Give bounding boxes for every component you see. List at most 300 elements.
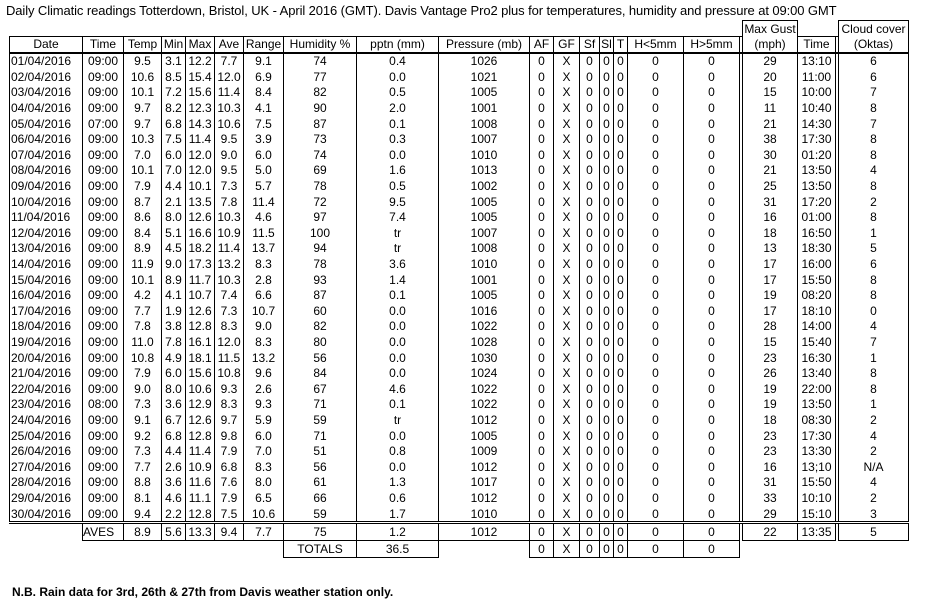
- cell-gust-time: 08:30: [798, 412, 836, 428]
- cell-date: 24/04/2016: [10, 412, 83, 428]
- cell-h-over-5mm: 0: [684, 365, 740, 381]
- cell-max: 12.2: [186, 53, 215, 70]
- cell-h-under-5mm: 0: [628, 147, 684, 163]
- cell-range: 11.4: [244, 194, 284, 210]
- cell-pptn: 3.6: [357, 256, 439, 272]
- cell-gf: X: [554, 490, 580, 506]
- cell-af: 0: [530, 69, 554, 85]
- cell-gust-mph: 13: [743, 241, 798, 257]
- cell-temp: 7.9: [124, 365, 162, 381]
- cell-ave: 9.3: [215, 381, 244, 397]
- cell-gust-mph: 20: [743, 69, 798, 85]
- cell-gust-mph: 15: [743, 85, 798, 101]
- max-gust-header: Max Gust: [744, 21, 796, 36]
- cell-pressure: 1012: [439, 459, 530, 475]
- cell-gust-mph: 31: [743, 475, 798, 491]
- cell-sl: 0: [600, 319, 614, 335]
- cell-gust-time: 13:10: [798, 53, 836, 70]
- cell-cloud-oktas: 8: [839, 365, 909, 381]
- cell-pressure: 1021: [439, 69, 530, 85]
- cell-gust-time: 22:00: [798, 381, 836, 397]
- cell-t: 0: [614, 256, 628, 272]
- cell-t: 0: [614, 287, 628, 303]
- cell-time: 09:00: [83, 225, 124, 241]
- cell-gust-time: 01:00: [798, 209, 836, 225]
- cell-temp: 10.3: [124, 131, 162, 147]
- cell-cloud-oktas: 6: [839, 256, 909, 272]
- cell-min: 9.0: [162, 256, 186, 272]
- cell-humidity: 51: [284, 443, 357, 459]
- cell-ave: 13.2: [215, 256, 244, 272]
- cell-temp: 10.1: [124, 272, 162, 288]
- aves-min: 5.6: [162, 523, 186, 541]
- table-row: [10, 116, 909, 132]
- cell-pressure: 1022: [439, 381, 530, 397]
- cell-af: 0: [530, 256, 554, 272]
- cell-gust-time: 11:00: [798, 69, 836, 85]
- cell-time: 09:00: [83, 194, 124, 210]
- cell-gust-mph: 16: [743, 459, 798, 475]
- cell-date: 18/04/2016: [10, 319, 83, 335]
- cell-h-over-5mm: 0: [684, 116, 740, 132]
- cell-max: 12.8: [186, 319, 215, 335]
- cell-range: 5.7: [244, 178, 284, 194]
- cell-sl: 0: [600, 116, 614, 132]
- totals-h-over-5mm: 0: [684, 540, 740, 557]
- cell-range: 6.6: [244, 287, 284, 303]
- cell-time: 08:00: [83, 397, 124, 413]
- cell-gust-time: 17:30: [798, 131, 836, 147]
- cell-pressure: 1010: [439, 147, 530, 163]
- cell-time: 09:00: [83, 459, 124, 475]
- cell-date: 30/04/2016: [10, 506, 83, 523]
- cell-time: 09:00: [83, 475, 124, 491]
- cell-min: 4.4: [162, 443, 186, 459]
- cell-gust-mph: 23: [743, 443, 798, 459]
- cell-min: 3.8: [162, 319, 186, 335]
- cell-gf: X: [554, 272, 580, 288]
- cell-h-over-5mm: 0: [684, 459, 740, 475]
- cell-max: 15.6: [186, 365, 215, 381]
- table-row: [10, 147, 909, 163]
- table-row: [10, 163, 909, 179]
- cell-range: 5.9: [244, 412, 284, 428]
- cell-humidity: 93: [284, 272, 357, 288]
- cell-humidity: 56: [284, 459, 357, 475]
- cell-date: 19/04/2016: [10, 334, 83, 350]
- cell-sf: 0: [580, 365, 600, 381]
- cell-min: 8.9: [162, 272, 186, 288]
- cell-ave: 11.4: [215, 85, 244, 101]
- cell-max: 11.4: [186, 131, 215, 147]
- cell-humidity: 74: [284, 147, 357, 163]
- cell-pressure: 1030: [439, 350, 530, 366]
- cell-gust-time: 17:20: [798, 194, 836, 210]
- cell-pptn: 0.8: [357, 443, 439, 459]
- cell-cloud-oktas: N/A: [839, 459, 909, 475]
- cell-sf: 0: [580, 194, 600, 210]
- column-header-t: T: [614, 36, 628, 53]
- cell-sf: 0: [580, 381, 600, 397]
- cell-h-over-5mm: 0: [684, 69, 740, 85]
- cell-cloud-oktas: 1: [839, 350, 909, 366]
- cell-h-over-5mm: 0: [684, 334, 740, 350]
- cell-pressure: 1001: [439, 100, 530, 116]
- cell-t: 0: [614, 428, 628, 444]
- cell-gust-time: 13;10: [798, 459, 836, 475]
- cell-cloud-oktas: 2: [839, 412, 909, 428]
- cell-ave: 11.5: [215, 350, 244, 366]
- cell-range: 5.0: [244, 163, 284, 179]
- cell-h-under-5mm: 0: [628, 209, 684, 225]
- cell-temp: 7.0: [124, 147, 162, 163]
- cell-gust-time: 15:10: [798, 506, 836, 523]
- cell-pptn: 0.5: [357, 85, 439, 101]
- cell-date: 27/04/2016: [10, 459, 83, 475]
- cell-max: 12.6: [186, 209, 215, 225]
- cell-gust-time: 13:40: [798, 365, 836, 381]
- cell-max: 18.2: [186, 241, 215, 257]
- cell-ave: 12.0: [215, 334, 244, 350]
- cell-gf: X: [554, 163, 580, 179]
- cell-gf: X: [554, 131, 580, 147]
- cell-h-under-5mm: 0: [628, 272, 684, 288]
- cell-pptn: 0.0: [357, 350, 439, 366]
- cell-min: 4.1: [162, 287, 186, 303]
- table-row: [10, 131, 909, 147]
- cell-gf: X: [554, 334, 580, 350]
- cell-sf: 0: [580, 443, 600, 459]
- cell-min: 2.6: [162, 459, 186, 475]
- column-header-date: Date: [10, 36, 83, 53]
- cell-h-over-5mm: 0: [684, 475, 740, 491]
- aves-gf: X: [554, 523, 580, 541]
- cell-min: 4.6: [162, 490, 186, 506]
- cell-temp: 9.1: [124, 412, 162, 428]
- cell-h-under-5mm: 0: [628, 412, 684, 428]
- cell-cloud-oktas: 4: [839, 319, 909, 335]
- cell-pptn: 0.0: [357, 334, 439, 350]
- cell-af: 0: [530, 443, 554, 459]
- cell-t: 0: [614, 53, 628, 70]
- cell-ave: 8.3: [215, 319, 244, 335]
- cell-t: 0: [614, 69, 628, 85]
- cell-gust-mph: 19: [743, 287, 798, 303]
- cell-time: 09:00: [83, 256, 124, 272]
- cell-af: 0: [530, 163, 554, 179]
- cell-gf: X: [554, 100, 580, 116]
- cell-date: 02/04/2016: [10, 69, 83, 85]
- cell-date: 03/04/2016: [10, 85, 83, 101]
- cell-pressure: 1013: [439, 163, 530, 179]
- cell-gf: X: [554, 303, 580, 319]
- cell-max: 12.8: [186, 428, 215, 444]
- cell-max: 18.1: [186, 350, 215, 366]
- cell-h-under-5mm: 0: [628, 381, 684, 397]
- cell-ave: 7.6: [215, 475, 244, 491]
- cell-ave: 7.5: [215, 506, 244, 523]
- cell-gust-time: 10:00: [798, 85, 836, 101]
- cell-gust-mph: 17: [743, 303, 798, 319]
- cell-time: 09:00: [83, 69, 124, 85]
- cell-temp: 8.8: [124, 475, 162, 491]
- cell-max: 17.3: [186, 256, 215, 272]
- cell-gust-time: 08:20: [798, 287, 836, 303]
- cell-ave: 8.3: [215, 397, 244, 413]
- cell-gust-time: 14:00: [798, 319, 836, 335]
- cell-date: 25/04/2016: [10, 428, 83, 444]
- totals-value: 36.5: [357, 540, 439, 557]
- cell-time: 09:00: [83, 428, 124, 444]
- cell-pptn: 0.6: [357, 490, 439, 506]
- cell-min: 3.6: [162, 397, 186, 413]
- cell-cloud-oktas: 5: [839, 241, 909, 257]
- column-header-af: AF: [530, 36, 554, 53]
- cell-temp: 8.6: [124, 209, 162, 225]
- cell-gf: X: [554, 412, 580, 428]
- cell-pptn: 0.5: [357, 178, 439, 194]
- cell-h-over-5mm: 0: [684, 100, 740, 116]
- cell-range: 4.1: [244, 100, 284, 116]
- cell-af: 0: [530, 53, 554, 70]
- cell-ave: 9.5: [215, 131, 244, 147]
- cell-af: 0: [530, 116, 554, 132]
- cell-min: 8.0: [162, 209, 186, 225]
- cell-gust-time: 18:30: [798, 241, 836, 257]
- cell-humidity: 71: [284, 397, 357, 413]
- cell-h-over-5mm: 0: [684, 53, 740, 70]
- cell-sf: 0: [580, 475, 600, 491]
- cell-date: 26/04/2016: [10, 443, 83, 459]
- cell-date: 21/04/2016: [10, 365, 83, 381]
- cell-date: 12/04/2016: [10, 225, 83, 241]
- cell-gf: X: [554, 381, 580, 397]
- cell-af: 0: [530, 412, 554, 428]
- cell-h-over-5mm: 0: [684, 85, 740, 101]
- cell-range: 11.5: [244, 225, 284, 241]
- cell-gust-time: 17:30: [798, 428, 836, 444]
- cell-sf: 0: [580, 256, 600, 272]
- cell-gust-time: 15:50: [798, 272, 836, 288]
- cell-temp: 7.9: [124, 178, 162, 194]
- cell-af: 0: [530, 287, 554, 303]
- cell-pressure: 1009: [439, 443, 530, 459]
- aves-pptn: 1.2: [357, 523, 439, 541]
- cell-cloud-oktas: 2: [839, 490, 909, 506]
- cell-time: 09:00: [83, 272, 124, 288]
- cell-h-over-5mm: 0: [684, 319, 740, 335]
- table-row: [10, 428, 909, 444]
- cell-min: 7.5: [162, 131, 186, 147]
- cell-time: 09:00: [83, 85, 124, 101]
- cell-h-over-5mm: 0: [684, 428, 740, 444]
- column-header-humidity: Humidity %: [284, 36, 357, 53]
- cell-range: 9.3: [244, 397, 284, 413]
- column-header-sf: Sf: [580, 36, 600, 53]
- cell-gust-time: 16:50: [798, 225, 836, 241]
- aves-t: 0: [614, 523, 628, 541]
- aves-gust-time: 13:35: [798, 523, 836, 541]
- cell-time: 09:00: [83, 100, 124, 116]
- cell-pressure: 1010: [439, 506, 530, 523]
- cell-sl: 0: [600, 365, 614, 381]
- column-header-sl: Sl: [601, 37, 612, 51]
- cell-h-over-5mm: 0: [684, 506, 740, 523]
- cell-af: 0: [530, 303, 554, 319]
- cell-ave: 10.6: [215, 116, 244, 132]
- cell-gf: X: [554, 194, 580, 210]
- cell-gf: X: [554, 506, 580, 523]
- column-header-h-under-5mm: H<5mm: [628, 36, 684, 53]
- cell-af: 0: [530, 319, 554, 335]
- cell-min: 8.0: [162, 381, 186, 397]
- cell-pressure: 1005: [439, 85, 530, 101]
- aves-temp: 8.9: [124, 523, 162, 541]
- cell-time: 09:00: [83, 209, 124, 225]
- cell-gf: X: [554, 225, 580, 241]
- cell-ave: 9.8: [215, 428, 244, 444]
- cell-humidity: 72: [284, 194, 357, 210]
- cell-humidity: 56: [284, 350, 357, 366]
- cell-min: 4.9: [162, 350, 186, 366]
- totals-label: TOTALS: [284, 540, 357, 557]
- cell-gust-mph: 23: [743, 350, 798, 366]
- cell-pptn: 0.0: [357, 319, 439, 335]
- cell-af: 0: [530, 490, 554, 506]
- cell-temp: 11.9: [124, 256, 162, 272]
- cell-sl: 0: [600, 490, 614, 506]
- cell-t: 0: [614, 100, 628, 116]
- cell-temp: 10.1: [124, 85, 162, 101]
- cell-temp: 10.8: [124, 350, 162, 366]
- totals-sl: 0: [600, 540, 614, 557]
- cell-max: 10.7: [186, 287, 215, 303]
- cell-h-under-5mm: 0: [628, 459, 684, 475]
- cell-cloud-oktas: 7: [839, 334, 909, 350]
- cell-gf: X: [554, 475, 580, 491]
- cell-pressure: 1008: [439, 241, 530, 257]
- column-header-gust-time: Time: [798, 36, 836, 53]
- cell-date: 14/04/2016: [10, 256, 83, 272]
- cell-temp: 10.1: [124, 163, 162, 179]
- cell-t: 0: [614, 147, 628, 163]
- cell-t: 0: [614, 272, 628, 288]
- cell-h-under-5mm: 0: [628, 397, 684, 413]
- cell-gf: X: [554, 287, 580, 303]
- cell-date: 20/04/2016: [10, 350, 83, 366]
- table-row: [10, 194, 909, 210]
- cell-pptn: tr: [357, 241, 439, 257]
- cell-cloud-oktas: 3: [839, 506, 909, 523]
- cell-range: 2.8: [244, 272, 284, 288]
- cell-af: 0: [530, 365, 554, 381]
- cell-pptn: 1.7: [357, 506, 439, 523]
- cell-sf: 0: [580, 303, 600, 319]
- cell-range: 7.5: [244, 116, 284, 132]
- cell-range: 8.3: [244, 334, 284, 350]
- cell-t: 0: [614, 381, 628, 397]
- cell-range: 9.0: [244, 319, 284, 335]
- cell-pressure: 1028: [439, 334, 530, 350]
- cell-temp: 8.1: [124, 490, 162, 506]
- cell-sl: 0: [600, 225, 614, 241]
- cell-time: 09:00: [83, 287, 124, 303]
- cell-af: 0: [530, 209, 554, 225]
- totals-spacer: [10, 540, 284, 557]
- cell-humidity: 61: [284, 475, 357, 491]
- cell-h-over-5mm: 0: [684, 194, 740, 210]
- cell-af: 0: [530, 475, 554, 491]
- totals-spacer: [740, 540, 909, 557]
- cell-ave: 6.8: [215, 459, 244, 475]
- cell-t: 0: [614, 490, 628, 506]
- cell-range: 6.0: [244, 428, 284, 444]
- cell-pressure: 1016: [439, 303, 530, 319]
- aves-h-under-5mm: 0: [628, 523, 684, 541]
- cell-humidity: 69: [284, 163, 357, 179]
- cell-gust-time: 16:30: [798, 350, 836, 366]
- totals-gf: X: [554, 540, 580, 557]
- totals-sf: 0: [580, 540, 600, 557]
- table-row: [10, 303, 909, 319]
- aves-pressure: 1012: [439, 523, 530, 541]
- cell-gust-mph: 17: [743, 272, 798, 288]
- cell-cloud-oktas: 8: [839, 381, 909, 397]
- cell-pressure: 1005: [439, 194, 530, 210]
- cell-gust-mph: 21: [743, 116, 798, 132]
- cell-t: 0: [614, 241, 628, 257]
- table-row: [10, 381, 909, 397]
- cell-sl: 0: [600, 131, 614, 147]
- cell-h-over-5mm: 0: [684, 256, 740, 272]
- cell-min: 3.6: [162, 475, 186, 491]
- cell-t: 0: [614, 506, 628, 523]
- cell-h-under-5mm: 0: [628, 506, 684, 523]
- cell-pptn: 1.4: [357, 272, 439, 288]
- cell-h-under-5mm: 0: [628, 350, 684, 366]
- cell-min: 6.8: [162, 116, 186, 132]
- cell-h-under-5mm: 0: [628, 334, 684, 350]
- column-header-pressure: Pressure (mb): [439, 36, 530, 53]
- cell-range: 6.5: [244, 490, 284, 506]
- cell-min: 6.7: [162, 412, 186, 428]
- cell-sf: 0: [580, 412, 600, 428]
- cell-time: 09:00: [83, 178, 124, 194]
- table-row: [10, 412, 909, 428]
- cell-max: 13.5: [186, 194, 215, 210]
- cell-temp: 8.7: [124, 194, 162, 210]
- cell-t: 0: [614, 443, 628, 459]
- cell-range: 3.9: [244, 131, 284, 147]
- cell-sl: 0: [600, 381, 614, 397]
- cell-pressure: 1022: [439, 397, 530, 413]
- cell-h-under-5mm: 0: [628, 428, 684, 444]
- cell-h-over-5mm: 0: [684, 225, 740, 241]
- cell-pptn: 0.0: [357, 428, 439, 444]
- cell-pressure: 1005: [439, 287, 530, 303]
- cell-h-under-5mm: 0: [628, 241, 684, 257]
- cell-temp: 8.9: [124, 241, 162, 257]
- header-spacer: [10, 21, 740, 37]
- aves-spacer: [10, 523, 83, 541]
- cell-h-over-5mm: 0: [684, 178, 740, 194]
- cell-gust-time: 13:50: [798, 163, 836, 179]
- cell-sf: 0: [580, 397, 600, 413]
- cell-sf: 0: [580, 287, 600, 303]
- cell-date: 13/04/2016: [10, 241, 83, 257]
- cell-humidity: 59: [284, 506, 357, 523]
- totals-h-under-5mm: 0: [628, 540, 684, 557]
